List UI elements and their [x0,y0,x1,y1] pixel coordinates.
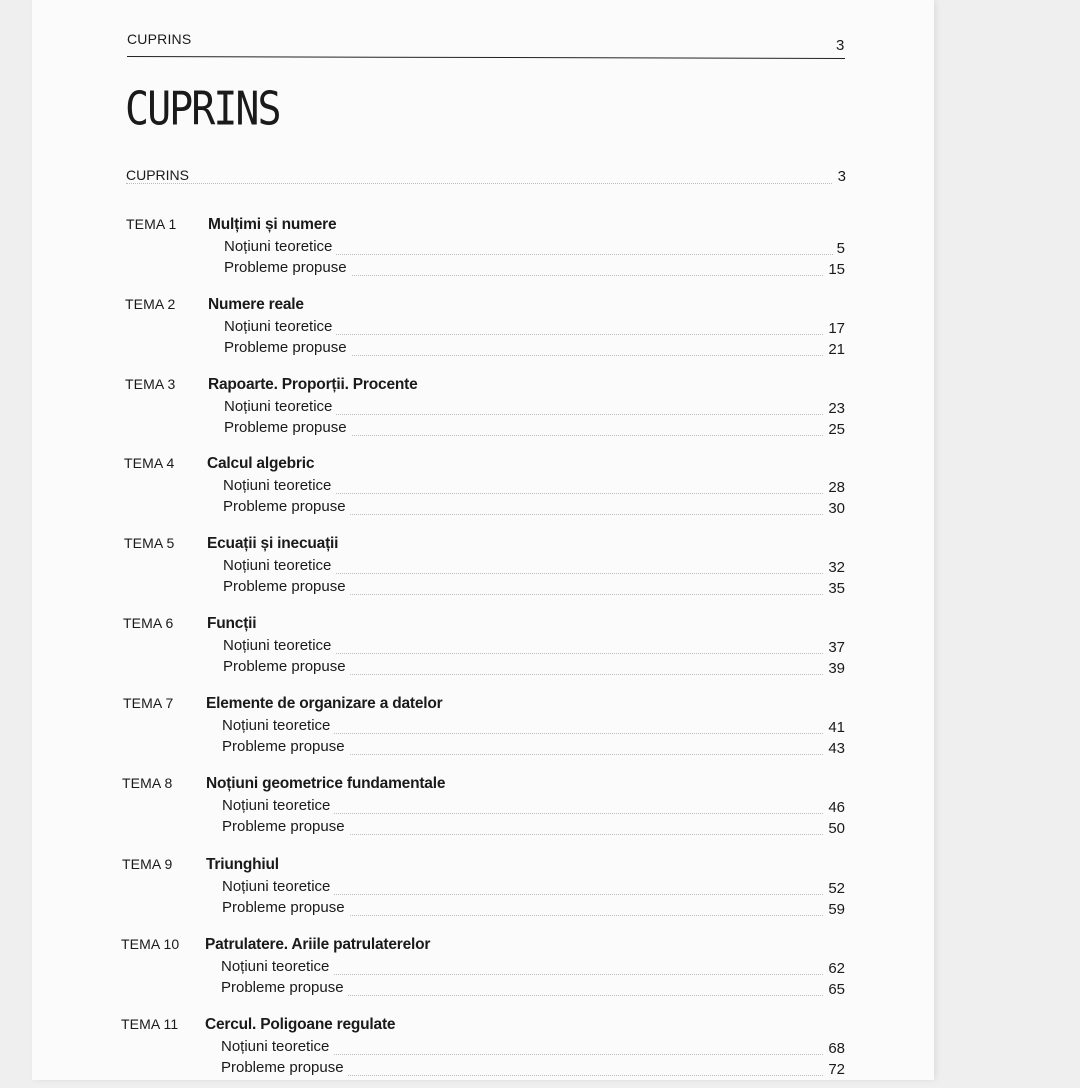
toc-entry-page: 41 [824,719,845,736]
toc-entry-label: Noțiuni teoretice [223,637,335,654]
theme-title: Funcții [207,615,257,632]
toc-entry-page: 46 [824,799,845,816]
theme-title: Mulțimi și numere [208,216,337,233]
toc-entry-page: 32 [824,559,845,576]
toc-entry [223,578,845,599]
toc-entry [223,477,845,498]
toc-entry-page: 68 [824,1040,845,1057]
toc-entry [222,738,845,759]
toc-entry [224,419,845,440]
toc-entry [221,958,845,979]
toc-entry-label: Probleme propuse [221,979,348,996]
toc-entry-label: Probleme propuse [222,899,349,916]
toc-entry [222,797,845,818]
theme-number: TEMA 4 [124,455,175,471]
toc-entry-page: 39 [824,660,845,677]
toc-entry-page: 43 [824,740,845,757]
toc-entry-label: Noțiuni teoretice [221,958,333,975]
toc-entry-label: Probleme propuse [223,578,350,595]
toc-entry [222,878,845,899]
toc-theme-block [0,615,1080,687]
theme-title: Cercul. Poligoane regulate [205,1016,396,1033]
toc-entry-label: Probleme propuse [222,818,349,835]
toc-entry-page: 37 [824,639,845,656]
toc-entry-label: CUPRINS [126,167,193,183]
toc-theme-block [0,1016,1080,1088]
toc-entry [223,498,845,519]
theme-title: Noțiuni geometrice fundamentale [206,775,446,792]
toc-entry [224,398,845,419]
running-header: CUPRINS [127,31,192,47]
toc-entry [223,637,845,658]
page-title: CUPRINS [125,83,280,136]
toc-entry [224,238,845,259]
theme-number: TEMA 11 [121,1016,179,1032]
toc-entry-label: Noțiuni teoretice [222,717,334,734]
theme-title: Triunghiul [206,856,279,873]
theme-title: Calcul algebric [207,455,315,472]
toc-entry-label: Noțiuni teoretice [223,557,335,574]
theme-number: TEMA 3 [125,376,176,392]
toc-theme-block [0,535,1080,607]
toc-entry-page: 65 [824,981,845,998]
toc-entry-label: Noțiuni teoretice [221,1038,333,1055]
theme-title: Rapoarte. Proporții. Procente [208,376,418,393]
toc-entry-label: Probleme propuse [224,259,351,276]
toc-entry [223,557,845,578]
toc-entry-label: Probleme propuse [223,498,350,515]
toc-entry [224,318,845,339]
toc-theme-block [0,376,1080,448]
toc-entry-page: 17 [824,320,845,337]
toc-theme-block [0,216,1080,288]
theme-number: TEMA 6 [123,615,174,631]
toc-theme-block [0,856,1080,928]
theme-title: Patrulatere. Ariile patrulaterelor [205,936,431,953]
theme-number: TEMA 2 [125,296,176,312]
theme-title: Numere reale [208,296,304,313]
toc-entry [222,818,845,839]
toc-entry-label: Probleme propuse [224,339,351,356]
toc-entry [224,259,845,280]
toc-entry [221,979,845,1000]
toc-entry-label: Noțiuni teoretice [222,797,334,814]
toc-entry-label: Probleme propuse [224,419,351,436]
toc-entry-page: 28 [824,479,845,496]
toc-entry-page: 23 [824,400,845,417]
toc-entry [224,339,845,360]
toc-entry [221,1038,845,1059]
toc-entry-page: 30 [824,500,845,517]
toc-entry-label: Noțiuni teoretice [224,398,336,415]
toc-entry-page: 72 [824,1061,845,1078]
toc-entry-page: 21 [824,341,845,358]
toc-entry-label: Probleme propuse [221,1059,348,1076]
toc-theme-block [0,296,1080,368]
toc-entry-page: 15 [824,261,845,278]
page-number: 3 [836,37,845,54]
toc-theme-block [0,936,1080,1008]
theme-title: Elemente de organizare a datelor [206,695,443,712]
toc-entry [222,717,845,738]
toc-entry-page: 25 [824,421,845,438]
theme-number: TEMA 7 [123,695,174,711]
toc-entry [223,658,845,679]
toc-entry-page: 3 [837,168,846,185]
toc-entry-label: Noțiuni teoretice [224,238,336,255]
toc-entry [221,1059,845,1080]
toc-theme-block [0,695,1080,767]
toc-entry-label: Noțiuni teoretice [224,318,336,335]
theme-title: Ecuații și inecuații [207,535,339,552]
toc-entry-label: Probleme propuse [223,658,350,675]
theme-number: TEMA 8 [122,775,173,791]
leader-dots [126,183,832,184]
toc-entry-label: Noțiuni teoretice [222,878,334,895]
toc-entry-page: 35 [824,580,845,597]
toc-entry-label: Probleme propuse [222,738,349,755]
toc-entry [222,899,845,920]
theme-number: TEMA 1 [126,216,177,232]
theme-number: TEMA 10 [121,936,180,952]
toc-entry-cuprins [126,167,846,187]
toc-entry-page: 5 [833,240,845,257]
toc-entry-page: 59 [824,901,845,918]
toc-theme-block [0,775,1080,847]
toc-entry-page: 52 [824,880,845,897]
toc-theme-block [0,455,1080,527]
toc-entry-page: 62 [824,960,845,977]
toc-entry-label: Noțiuni teoretice [223,477,335,494]
theme-number: TEMA 5 [124,535,175,551]
theme-number: TEMA 9 [122,856,173,872]
toc-entry-page: 50 [824,820,845,837]
